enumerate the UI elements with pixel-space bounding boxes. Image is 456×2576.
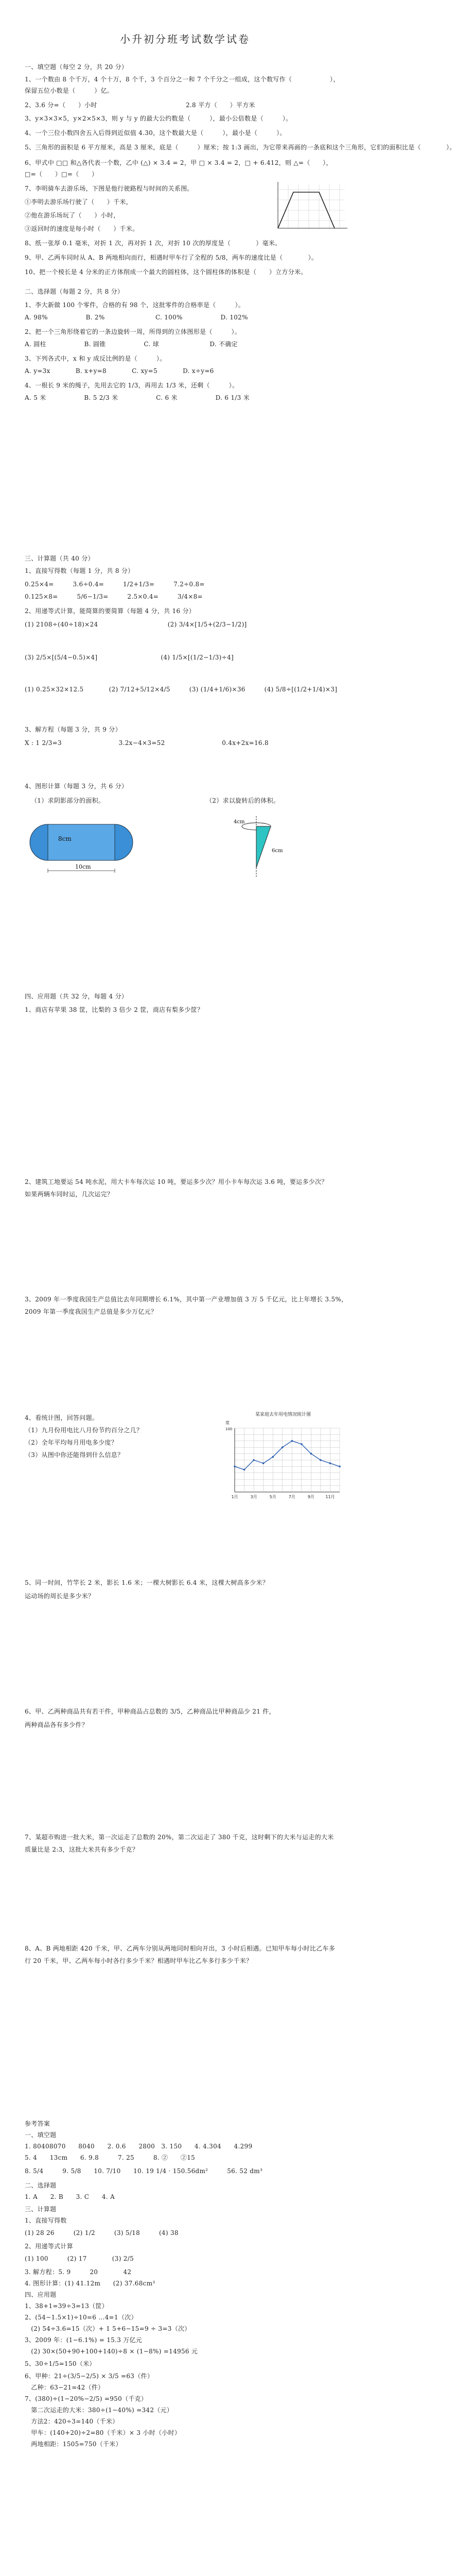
s4-q6b: 两种商品各有多少件？ — [25, 1721, 89, 1728]
s4-q5a: 5、同一时间，竹竿长 2 米，影长 1.6 米；一棵大树影长 6.4 米，这棵大树高多少米？ — [25, 1579, 269, 1586]
ans-a22: 甲车：(140+20)÷2=80（千米）× 3 小时（小时） — [25, 2429, 181, 2436]
ans-s3: 三、计算题 — [25, 2206, 57, 2213]
s1-q4: 4、一个三位小数四舍五入后得到近似值 4.30，这个数最大是（ ），最小是（ ）。 — [25, 129, 286, 137]
s3-direct-row2: 0.125×8= 5/6−1/3= 2.5×0.4= 3/4×8= — [25, 593, 203, 600]
chart-point — [329, 1462, 331, 1464]
chart-x-tick-label: 5月 — [269, 1495, 276, 1499]
s3-fig1-caption: （1）求阴影部分的面积。 — [31, 797, 105, 804]
s4-q4c: （2）全年平均每月用电多少度？ — [25, 1439, 118, 1446]
ans-a12: 2、(54−1.5×1)÷10=6 …4=1（次） — [25, 2314, 137, 2321]
ans-a21: 方法2：420÷3=140（千米） — [25, 2418, 119, 2425]
chart-title: 某家庭去年用电情况统计图 — [255, 1412, 311, 1417]
ans-a4: 1. A 2. B 3. C 4. A — [25, 2193, 115, 2200]
s4-q7b: 质量比是 2:3，这批大米共有多少千克？ — [25, 1846, 139, 1853]
chart-point — [339, 1466, 341, 1468]
chart-grid — [235, 1428, 340, 1492]
s2-q2: 2、把一个三角形绕着它的一条边旋转一周，所得到的立体图形是（ ）。 — [25, 328, 241, 335]
s1-q7c: ③返回时的速度是每小时（ ）千米。 — [25, 225, 139, 232]
s2-q4: 4、一根长 9 米的绳子，先用去它的 1/3，再用去 1/3 米，还剩（ ）。 — [25, 382, 239, 389]
chart-point — [243, 1469, 245, 1471]
s4-q2b: 如果两辆车同时运，几次运完？ — [25, 1191, 114, 1198]
s1-q3: 3、y×3×3×5，y×2×5×3，则 y 与 y 的最大公约数是（ ），最小公倍数是（ ）。 — [25, 115, 292, 122]
s2-q1: 1、李大新做 100 个零件，合格的有 98 个，这批零件的合格率是（ ）。 — [25, 301, 245, 309]
ans-s2: 二、选择题 — [25, 2182, 57, 2189]
chart-point — [301, 1443, 303, 1445]
ans-a7: 2、用递等式计算 — [25, 2243, 74, 2250]
ans-a3: 8. 5/4 9. 5/8 10. 7/10 10. 19 1/4 · 150.56dm² 56. 52 dm³ — [25, 2167, 263, 2175]
s4-q4b: （1）九月份用电比八月份节约百分之几？ — [25, 1427, 143, 1434]
cone-figure — [226, 811, 288, 888]
s1-q8: 8、纸一张厚 0.1 毫米，对折 1 次，再对折 1 次，对折 10 次的厚度是（ ）毫米。 — [25, 240, 282, 247]
ans-a8: (1) 100 (2) 17 (3) 2/5 — [25, 2255, 134, 2262]
chart-x-tick-label: 11月 — [325, 1495, 335, 1499]
s2-q3: 3、下列各式中，x 和 y 成反比例的是（ ）。 — [25, 355, 166, 362]
ans-s1: 一、填空题 — [25, 2131, 57, 2139]
s2-q3-options: A. y=3x B. x+y=8 C. xy=5 D. x÷y=6 — [25, 367, 214, 375]
chart-series-line — [235, 1441, 340, 1470]
fig2-radius-label: 4cm — [234, 819, 245, 825]
page-title: 小升初分班考试数学试卷 — [120, 33, 250, 45]
ans-a6: (1) 28 26 (2) 1/2 (3) 5/18 (4) 38 — [25, 2229, 179, 2236]
chart-point — [234, 1466, 236, 1468]
chart-point — [253, 1459, 255, 1461]
ans-a10: 4. 图形计算：(1) 41.12m (2) 37.68cm³ — [25, 2280, 155, 2287]
s3-simplify-heading: 2、用递等式计算，能简算的要简算（每题 4 分，共 16 分） — [25, 607, 196, 615]
s1-q7b: ②他在游乐场玩了（ ）小时， — [25, 212, 120, 219]
chart-point — [310, 1453, 312, 1455]
ans-a17: 6、甲种：21÷(3/5−2/5) × 3/5 =63（件） — [25, 2372, 154, 2380]
ans-a18: 乙种：63−21=42（件） — [25, 2384, 104, 2391]
stadium-figure — [30, 819, 133, 876]
chart-x-tick-label: 9月 — [307, 1495, 314, 1499]
ans-s4: 四、应用题 — [25, 2291, 57, 2298]
s3-eq-row: X : 1 2/3=3 3.2x−4×3=52 0.4x+2x=16.8 — [25, 739, 269, 747]
s4-q3b: 2009 年第一季度我国生产总值是多少万亿元？ — [25, 1308, 157, 1315]
s4-q8b: 行 20 千米，甲、乙两车每小时各行多少千米？相遇时甲车比乙车多行多少千米？ — [25, 1957, 253, 1964]
chart-y-label: 度 — [225, 1420, 230, 1425]
electricity-chart — [221, 1410, 345, 1502]
ans-a15: (2) 30×(50+90+100+140)÷8 × (1−8%) =14956 元 — [25, 2348, 198, 2355]
s1-q6b: □=（ ）□=（ ） — [25, 171, 98, 178]
section1-heading: 一、填空题（每空 2 分，共 20 分） — [25, 63, 128, 71]
s1-q9: 9、甲、乙两车同时从 A、B 两地相向而行，相遇时甲车行了全程的 5/8，两车的速度比是（ ）。 — [25, 254, 318, 261]
s4-q2a: 2、建筑工地要运 54 吨水泥，用大卡车每次运 10 吨，要运多少次？用小卡车每次运 3.6 吨，要运多少次？ — [25, 1178, 328, 1185]
chart-point — [262, 1462, 265, 1464]
ans-a5: 1、直接写得数 — [25, 2217, 67, 2224]
ans-a14: 3、2009 年：(1−6.1%) = 15.3 万亿元 — [25, 2336, 143, 2344]
section3-heading: 三、计算题（共 40 分） — [25, 555, 94, 562]
chart-x-tick-label: 1月 — [231, 1495, 238, 1499]
s1-q7: 7、李明骑车去游乐场，下图是他行驶路程与时间的关系图。 — [25, 185, 194, 192]
chart-point — [282, 1446, 284, 1448]
fig1-height-label: 8cm — [58, 835, 72, 842]
chart-point — [272, 1456, 274, 1458]
ans-a1: 1. 80408070 8040 2. 0.6 2800 3. 150 4. 4.304 4.299 — [25, 2143, 253, 2150]
s4-q4a: 4、看统计图，回答问题。 — [25, 1414, 99, 1421]
fig2-height-label: 6cm — [272, 848, 283, 854]
ans-a16: 5、30÷1/5=150（米） — [25, 2360, 96, 2367]
ans-a23: 两地相距：1505=750（千米） — [25, 2441, 122, 2448]
s2-q4-options: A. 5 米 B. 5 2/3 米 C. 6 米 D. 6 1/3 米 — [25, 394, 250, 401]
chart-x-tick-label: 7月 — [288, 1495, 295, 1499]
chart-y-max: 100 — [225, 1427, 233, 1431]
s4-q7a: 7、某超市购进一批大米，第一次运走了总数的 20%，第二次运走了 380 千克，这时剩下的大米与运走的大米 — [25, 1834, 334, 1841]
ans-a20: 第二次运走的大米：380÷(1−40%) =342（元） — [25, 2406, 173, 2414]
distance-time-graph — [268, 179, 350, 236]
ans-a2: 5. 4 13cm 6. 9.8 7. 25 8. ② ②15 — [25, 2154, 196, 2161]
s1-q10: 10、把一个棱长是 4 分米的正方体削成一个最大的圆柱体，这个圆柱体的体积是（ ）立方分米。 — [25, 268, 307, 276]
s1-q1b: 保留五位小数是（ ）亿。 — [25, 87, 114, 94]
s3-calc-row3: (1) 0.25×32×12.5 (2) 7/12+5/12×4/5 (3) (1/4+1/6)×36 (4) 5/8÷[(1/2+1/4)×3] — [25, 686, 338, 693]
chart-x-tick-label: 3月 — [250, 1495, 257, 1499]
s1-q6: 6、甲式中 □□ 和△各代表一个数，乙中 (△) × 3.4 = 2，甲 □ × 3.4 = 2，□ + 6.412，则 △=（ ）， — [25, 159, 332, 166]
s1-q2: 2、3.6 分=（ ）小时 2.8 平方（ ）平方米 — [25, 101, 255, 109]
section4-heading: 四、应用题（共 32 分，每题 4 分） — [25, 993, 128, 1000]
s4-q3a: 3、2009 年一季度我国生产总值比去年同期增长 6.1%，其中第一产业增加值 3 万 5 千亿元，比上年增长 3.5%， — [25, 1296, 348, 1303]
ans-a13: (2) 54÷3.6=15（次）+ 1 5+6−15=9 ÷ 3=3（次） — [25, 2325, 191, 2332]
s1-q5: 5、三角形的面积是 6 平方厘米，高是 3 厘米，底是（ ）厘米；按 1:3 画出，为它带来再画的一条底和这个三角形，它们的面积比是（ ）。 — [25, 144, 456, 151]
s1-q7a: ①李明去游乐场行驶了（ ）千米， — [25, 198, 133, 206]
s4-q8a: 8、A、B 两地相距 420 千米，甲、乙两车分别从两地同时相向开出，3 小时后相遇。已知甲车每小时比乙车多 — [25, 1945, 336, 1952]
s1-q1: 1、一个数由 8 个千万，4 个十万，8 个千，3 个百分之一和 7 个千分之一组成，这个数写作（ ）， — [25, 76, 340, 83]
section2-heading: 二、选择题（每题 2 分，共 8 分） — [25, 288, 124, 295]
chart-marks — [234, 1440, 341, 1470]
s3-direct-heading: 1、直接写得数（每题 1 分，共 8 分） — [25, 567, 134, 574]
s3-calc-row1: (1) 2108÷(40÷18)×24 (2) 3/4×[1/5+(2/3−1/2)] — [25, 621, 247, 628]
s2-q2-options: A. 圆柱 B. 圆锥 C. 球 D. 不确定 — [25, 341, 238, 348]
s3-fig2-caption: （2）求以旋转后的体积。 — [206, 797, 280, 804]
ans-a19: 7、(380)÷(1−20%−2/5) =950（千克） — [25, 2395, 148, 2402]
s4-q5b: 运动场的周长是多少米？ — [25, 1592, 95, 1600]
s3-calc-row2: (3) 2/5×[(5/4−0.5)×4] (4) 1/5×[(1/2−1/3)÷4] — [25, 654, 234, 661]
s3-eq-heading: 3、解方程（每题 3 分，共 9 分） — [25, 726, 121, 733]
chart-point — [320, 1459, 322, 1461]
chart-point — [291, 1440, 293, 1442]
ans-a11: 1、38+1=39÷3=13（筐） — [25, 2302, 109, 2310]
s2-q1-options: A. 98% B. 2% C. 100% D. 102% — [25, 314, 248, 321]
s3-fig-heading: 4、图形计算（每题 3 分，共 6 分） — [25, 783, 128, 790]
s4-q1: 1、商店有苹果 38 筐，比梨的 3 倍少 2 筐，商店有梨多少筐？ — [25, 1006, 204, 1013]
s4-q4d: （3）从图中你还能得到什么信息？ — [25, 1451, 124, 1459]
ans-a9: 3. 解方程：5. 9 20 42 — [25, 2268, 132, 2276]
fig1-width-label: 10cm — [75, 863, 91, 870]
chart-x-labels — [231, 1495, 335, 1499]
s3-direct-row1: 0.25×4= 3.6÷0.4= 1/2+1/3= 7.2÷0.8= — [25, 581, 205, 588]
answers-heading: 参考答案 — [25, 2120, 50, 2127]
s4-q6a: 6、甲、乙两种商品共有若干件，甲种商品占总数的 3/5，乙种商品比甲种商品少 21 件， — [25, 1708, 275, 1715]
